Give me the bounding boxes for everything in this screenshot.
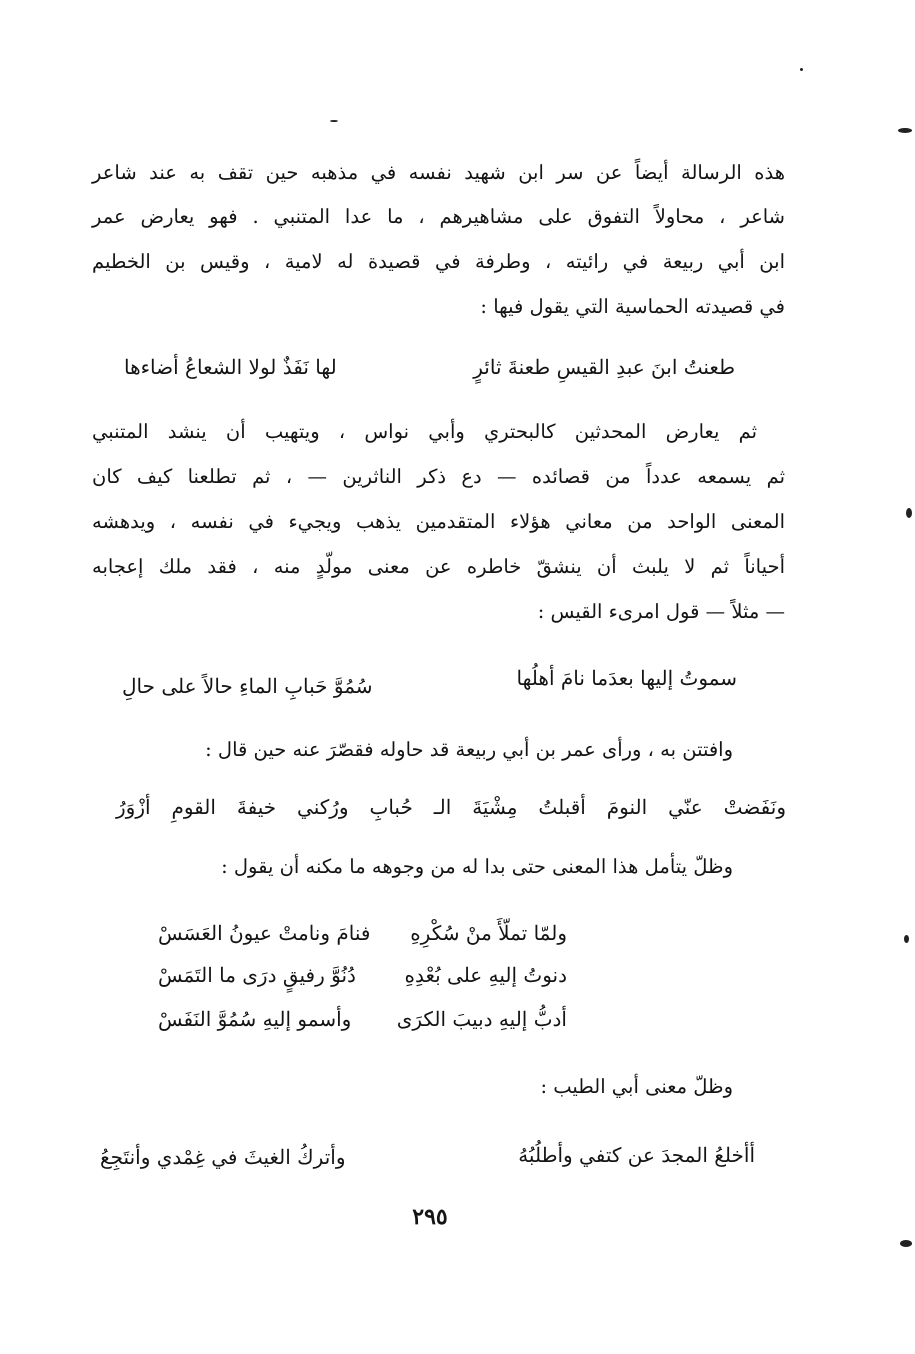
verse-5-second-hemistich: وأتركُ الغيثَ في غِمْدي وأنتَجِعُ	[100, 1145, 346, 1169]
verse-2-first-hemistich: سموتُ إليها بعدَما نامَ أهلُها	[516, 666, 737, 690]
scan-speck	[904, 935, 909, 943]
verse-1-first-hemistich: طعنتُ ابنَ عبدِ القيسِ طعنةَ ثائرٍ	[473, 355, 735, 379]
verse-4-line-2-first-hemistich: دنوتُ إليهِ على بُعْدِهِ	[404, 963, 567, 987]
paragraph-3: وافتتن به ، ورأى عمر بن أبي ربيعة قد حاوله فقصّرَ عنه حين قال :	[205, 738, 733, 761]
scan-speck	[900, 1240, 912, 1247]
scan-speck	[800, 68, 803, 71]
paragraph-4: وظلّ يتأمل هذا المعنى حتى بدا له من وجوهه ما مكنه أن يقول :	[221, 855, 733, 878]
scan-speck	[330, 120, 338, 122]
scan-speck	[906, 508, 912, 518]
paragraph-1-line-1: هذه الرسالة أيضاً عن سر ابن شهيد نفسه في مذهبه حين تقف به عند شاعر	[92, 161, 785, 184]
verse-4-line-3-first-hemistich: أدبُّ إليهِ دبيبَ الكرَى	[396, 1007, 567, 1031]
paragraph-2-line-1: ثم يعارض المحدثين كالبحتري وأبي نواس ، ويتهيب أن ينشد المتنبي	[92, 420, 757, 443]
paragraph-1-line-3: ابن أبي ربيعة في رائيته ، وطرفة في قصيدة له لامية ، وقيس بن الخطيم	[92, 250, 785, 273]
verse-4-line-1-first-hemistich: ولمّا تملّأَ منْ سُكْرِهِ	[410, 921, 567, 945]
verse-3: ونَفَضتْ عنّي النومَ أقبلتُ مِشْيَةَ الـ حُبابِ ورُكني خيفةَ القومِ أزْوَرُ	[116, 795, 786, 819]
verse-4-line-3-second-hemistich: وأسمو إليهِ سُمُوَّ النَفَسْ	[158, 1007, 352, 1031]
paragraph-2-line-2: ثم يسمعه عدداً من قصائده — دع ذكر الناثرين — ، ثم تطلعنا كيف كان	[92, 465, 785, 488]
scan-speck	[898, 128, 912, 133]
verse-2-second-hemistich: سُمُوَّ حَبابِ الماءِ حالاً على حالِ	[122, 674, 373, 698]
verse-1-second-hemistich: لها نَفَذٌ لولا الشعاعُ أضاءها	[124, 355, 337, 379]
verse-4-line-1-second-hemistich: فنامَ ونامتْ عيونُ العَسَسْ	[158, 921, 371, 945]
paragraph-2-line-5: — مثلاً — قول امرىء القيس :	[537, 600, 785, 623]
paragraph-5: وظلّ معنى أبي الطيب :	[540, 1075, 733, 1098]
page-number: ٢٩٥	[412, 1204, 448, 1230]
paragraph-1-line-4: في قصيدته الحماسية التي يقول فيها :	[480, 295, 785, 318]
verse-5-first-hemistich: أأخلعُ المجدَ عن كتفي وأطلُبُهُ	[518, 1143, 755, 1167]
paragraph-2-line-4: أحياناً ثم لا يلبث أن ينشقّ خاطره عن معنى مولّدٍ منه ، فقد ملك إعجابه	[92, 555, 785, 578]
paragraph-2-line-3: المعنى الواحد من معاني هؤلاء المتقدمين يذهب ويجيء في نفسه ، ويدهشه	[92, 510, 785, 533]
verse-4-line-2-second-hemistich: دُنُوَّ رفيقٍ درَى ما التَمَسْ	[158, 963, 356, 987]
paragraph-1-line-2: شاعر ، محاولاً التفوق على مشاهيرهم ، ما عدا المتنبي . فهو يعارض عمر	[92, 205, 785, 228]
